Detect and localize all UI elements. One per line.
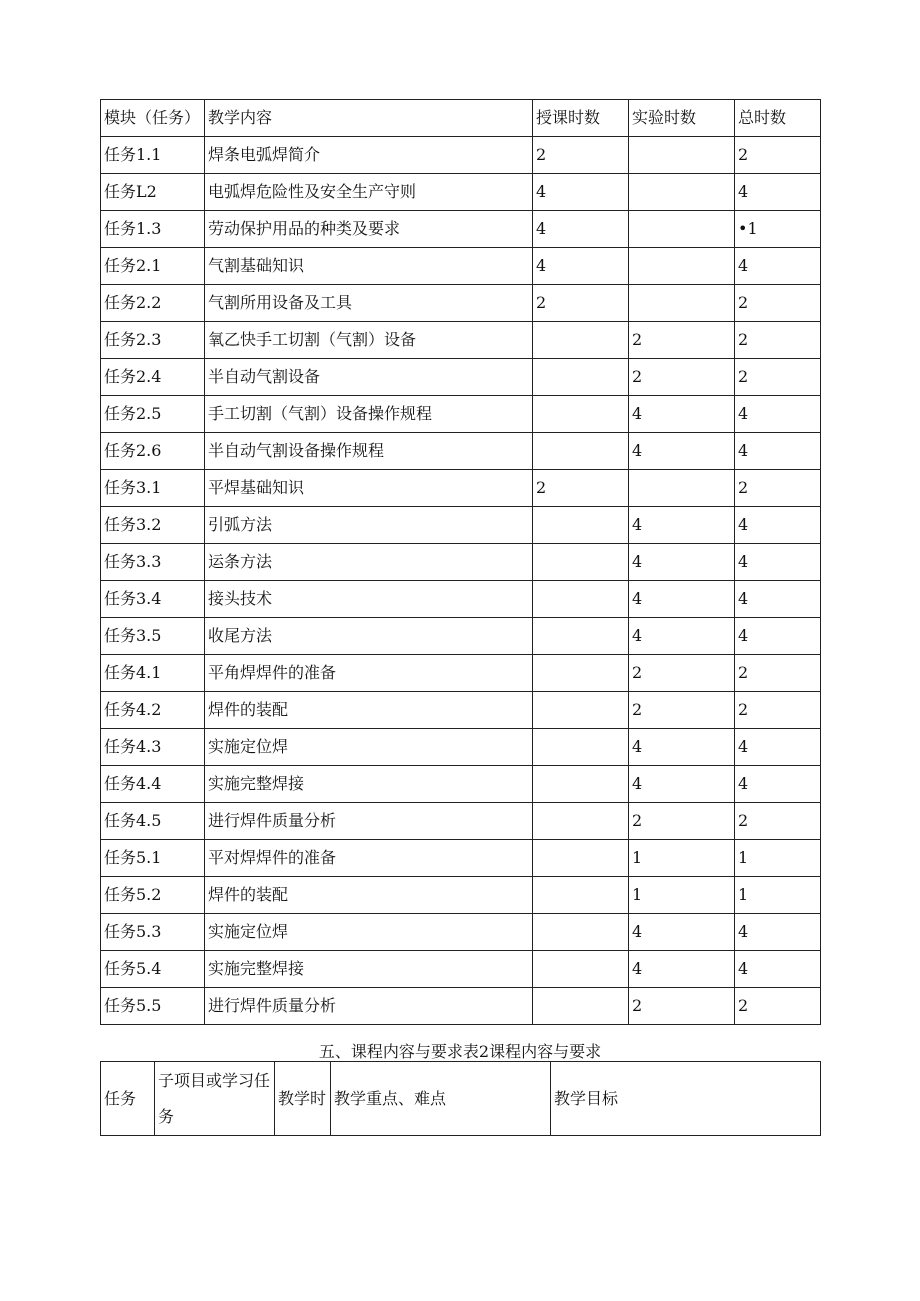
cell-task-id: 任务2.4 — [101, 359, 205, 396]
cell-lecture-hours — [533, 359, 629, 396]
cell-content: 进行焊件质量分析 — [205, 988, 533, 1025]
cell-content: 手工切割（气割）设备操作规程 — [205, 396, 533, 433]
cell-lab-hours — [629, 174, 735, 211]
table-header-row — [101, 1062, 821, 1136]
table-row — [101, 544, 821, 581]
cell-lab-hours: 4 — [629, 766, 735, 803]
table-header-row — [101, 100, 821, 137]
cell-content: 氧乙快手工切割（气割）设备 — [205, 322, 533, 359]
cell-lab-hours — [629, 211, 735, 248]
table-row — [101, 692, 821, 729]
header-lecture-hours: 授课时数 — [533, 100, 629, 137]
course-content-table — [100, 1061, 821, 1136]
cell-total-hours: 2 — [735, 322, 821, 359]
cell-total-hours: 4 — [735, 248, 821, 285]
cell-lecture-hours: 2 — [533, 470, 629, 507]
cell-lab-hours: 2 — [629, 803, 735, 840]
cell-task-id: 任务2.5 — [101, 396, 205, 433]
cell-lab-hours: 4 — [629, 618, 735, 655]
header-module: 模块（任务） — [101, 100, 205, 137]
table-row — [101, 877, 821, 914]
cell-total-hours: 2 — [735, 655, 821, 692]
cell-task-id: 任务3.1 — [101, 470, 205, 507]
cell-lecture-hours — [533, 433, 629, 470]
header-content: 教学内容 — [205, 100, 533, 137]
cell-task-id: 任务1.1 — [101, 137, 205, 174]
cell-task-id: 任务4.1 — [101, 655, 205, 692]
cell-lecture-hours: 4 — [533, 248, 629, 285]
cell-content: 半自动气割设备 — [205, 359, 533, 396]
cell-total-hours: 4 — [735, 544, 821, 581]
cell-lab-hours: 2 — [629, 359, 735, 396]
cell-lecture-hours: 4 — [533, 174, 629, 211]
table-row — [101, 803, 821, 840]
cell-total-hours: 4 — [735, 396, 821, 433]
cell-content: 焊件的装配 — [205, 692, 533, 729]
cell-lab-hours: 2 — [629, 988, 735, 1025]
cell-total-hours: 4 — [735, 174, 821, 211]
cell-task-id: 任务3.2 — [101, 507, 205, 544]
cell-content: 实施完整焊接 — [205, 951, 533, 988]
header-lab-hours: 实验时数 — [629, 100, 735, 137]
table-row — [101, 174, 821, 211]
cell-lecture-hours — [533, 877, 629, 914]
cell-lecture-hours — [533, 544, 629, 581]
cell-task-id: 任务4.3 — [101, 729, 205, 766]
cell-total-hours: 2 — [735, 470, 821, 507]
header-teaching-goals: 教学目标 — [551, 1062, 821, 1136]
cell-content: 实施定位焊 — [205, 914, 533, 951]
cell-task-id: 任务3.3 — [101, 544, 205, 581]
cell-task-id: 任务1.3 — [101, 211, 205, 248]
cell-lecture-hours — [533, 803, 629, 840]
cell-total-hours: 2 — [735, 692, 821, 729]
header-subproject — [155, 1062, 275, 1136]
cell-content: 实施定位焊 — [205, 729, 533, 766]
cell-task-id: 任务2.1 — [101, 248, 205, 285]
cell-lab-hours: 2 — [629, 692, 735, 729]
cell-lecture-hours — [533, 396, 629, 433]
cell-content: 平对焊焊件的准备 — [205, 840, 533, 877]
cell-content: 平角焊焊件的准备 — [205, 655, 533, 692]
cell-lecture-hours — [533, 581, 629, 618]
table-row — [101, 766, 821, 803]
cell-total-hours: 2 — [735, 285, 821, 322]
header-total-hours: 总时数 — [735, 100, 821, 137]
cell-content: 运条方法 — [205, 544, 533, 581]
cell-total-hours: 4 — [735, 433, 821, 470]
cell-content: 引弧方法 — [205, 507, 533, 544]
table-row — [101, 359, 821, 396]
cell-task-id: 任务4.2 — [101, 692, 205, 729]
cell-lab-hours: 4 — [629, 544, 735, 581]
cell-lab-hours: 4 — [629, 729, 735, 766]
cell-lab-hours: 2 — [629, 322, 735, 359]
cell-content: 焊条电弧焊简介 — [205, 137, 533, 174]
cell-task-id: 任务L2 — [101, 174, 205, 211]
cell-lecture-hours: 2 — [533, 137, 629, 174]
cell-lab-hours: 4 — [629, 507, 735, 544]
cell-content: 实施完整焊接 — [205, 766, 533, 803]
header-teaching-hours: 教学时 — [275, 1062, 331, 1136]
cell-lab-hours — [629, 248, 735, 285]
cell-total-hours: 4 — [735, 507, 821, 544]
table-row — [101, 433, 821, 470]
cell-lecture-hours — [533, 322, 629, 359]
cell-content: 气割所用设备及工具 — [205, 285, 533, 322]
cell-lecture-hours — [533, 766, 629, 803]
cell-lab-hours: 4 — [629, 951, 735, 988]
table-row — [101, 951, 821, 988]
cell-lecture-hours — [533, 914, 629, 951]
table-row — [101, 729, 821, 766]
cell-content: 进行焊件质量分析 — [205, 803, 533, 840]
cell-total-hours: 2 — [735, 988, 821, 1025]
cell-lecture-hours — [533, 840, 629, 877]
cell-lab-hours: 4 — [629, 396, 735, 433]
table-row — [101, 322, 821, 359]
cell-task-id: 任务5.1 — [101, 840, 205, 877]
cell-task-id: 任务5.4 — [101, 951, 205, 988]
cell-total-hours: 2 — [735, 359, 821, 396]
table-row — [101, 655, 821, 692]
header-task — [101, 1062, 155, 1136]
cell-task-id: 任务5.2 — [101, 877, 205, 914]
cell-total-hours: 4 — [735, 914, 821, 951]
cell-lab-hours: 1 — [629, 840, 735, 877]
table-row — [101, 248, 821, 285]
header-task-text: 任务 — [104, 1088, 137, 1108]
cell-task-id: 任务5.3 — [101, 914, 205, 951]
cell-lab-hours: 4 — [629, 581, 735, 618]
cell-task-id: 任务4.4 — [101, 766, 205, 803]
table-row — [101, 988, 821, 1025]
cell-content: 焊件的装配 — [205, 877, 533, 914]
cell-task-id: 任务3.4 — [101, 581, 205, 618]
table-row — [101, 840, 821, 877]
table-row — [101, 137, 821, 174]
cell-lab-hours: 1 — [629, 877, 735, 914]
cell-task-id: 任务4.5 — [101, 803, 205, 840]
header-subproject-text: 子项目或学习任务 — [158, 1070, 271, 1126]
cell-total-hours: 4 — [735, 581, 821, 618]
cell-lab-hours — [629, 285, 735, 322]
table-row — [101, 914, 821, 951]
cell-lecture-hours: 4 — [533, 211, 629, 248]
cell-total-hours: 4 — [735, 729, 821, 766]
table-row — [101, 396, 821, 433]
cell-lecture-hours — [533, 951, 629, 988]
cell-total-hours: 1 — [735, 840, 821, 877]
cell-content: 气割基础知识 — [205, 248, 533, 285]
cell-lecture-hours — [533, 729, 629, 766]
cell-lecture-hours — [533, 655, 629, 692]
cell-task-id: 任务3.5 — [101, 618, 205, 655]
cell-content: 收尾方法 — [205, 618, 533, 655]
course-hours-table — [100, 99, 821, 1025]
table-caption: 五、课程内容与要求表2课程内容与要求 — [318, 1042, 602, 1061]
cell-total-hours: •1 — [735, 211, 821, 248]
header-key-points: 教学重点、难点 — [331, 1062, 551, 1136]
cell-content: 平焊基础知识 — [205, 470, 533, 507]
cell-total-hours: 4 — [735, 951, 821, 988]
cell-task-id: 任务5.5 — [101, 988, 205, 1025]
cell-lab-hours — [629, 470, 735, 507]
cell-lab-hours — [629, 137, 735, 174]
cell-lecture-hours — [533, 618, 629, 655]
cell-lab-hours: 2 — [629, 655, 735, 692]
cell-lecture-hours: 2 — [533, 285, 629, 322]
cell-task-id: 任务2.3 — [101, 322, 205, 359]
cell-content: 半自动气割设备操作规程 — [205, 433, 533, 470]
cell-lecture-hours — [533, 692, 629, 729]
cell-lab-hours: 4 — [629, 433, 735, 470]
table-row — [101, 581, 821, 618]
cell-total-hours: 2 — [735, 137, 821, 174]
table-row — [101, 211, 821, 248]
course-hours-table-body — [101, 100, 821, 1025]
cell-total-hours: 4 — [735, 766, 821, 803]
table-row — [101, 618, 821, 655]
cell-task-id: 任务2.6 — [101, 433, 205, 470]
cell-content: 电弧焊危险性及安全生产守则 — [205, 174, 533, 211]
cell-task-id: 任务2.2 — [101, 285, 205, 322]
cell-lecture-hours — [533, 988, 629, 1025]
cell-content: 接头技术 — [205, 581, 533, 618]
table-row — [101, 507, 821, 544]
table-row — [101, 470, 821, 507]
cell-total-hours: 2 — [735, 803, 821, 840]
cell-content: 劳动保护用品的种类及要求 — [205, 211, 533, 248]
cell-total-hours: 1 — [735, 877, 821, 914]
cell-total-hours: 4 — [735, 618, 821, 655]
cell-lecture-hours — [533, 507, 629, 544]
cell-lab-hours: 4 — [629, 914, 735, 951]
table-row — [101, 285, 821, 322]
